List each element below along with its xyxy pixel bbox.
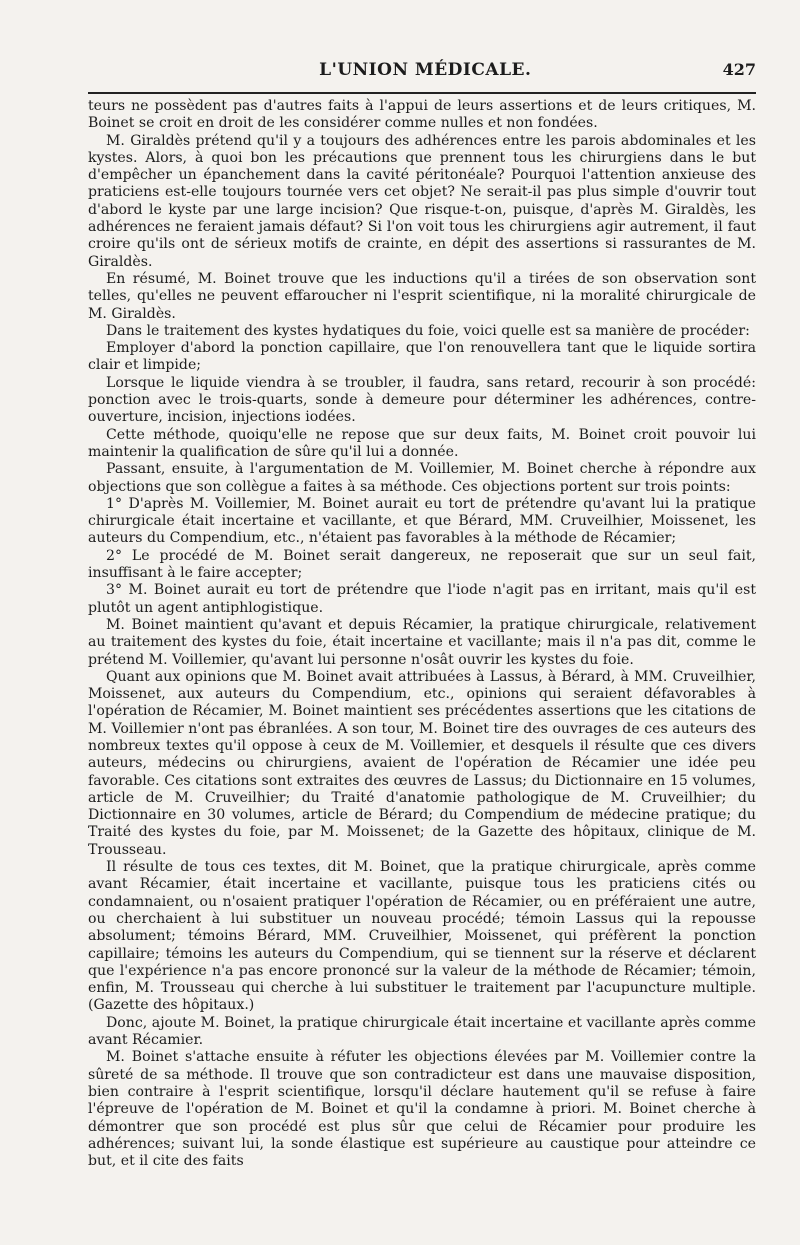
paragraph: M. Boinet s'attache ensuite à réfuter les objections élevées par M. Voillemier contre la sûreté de sa méthode. Il trouve que son contradicteur est dans une mauvaise disposition, bien contraire à l'esprit scientifique, lorsqu'il déclare hautement qu'il se refuse à faire l'épreuve de l'opération de M. Boinet et qu'il la condamne à priori. M. Boinet cherche à démontrer que son procédé est plus sûr que celui de Récamier pour produire les adhérences; suivant lui, la sonde élastique est supérieure au caustique pour atteindre ce but, et il cite des faits — [88, 1049, 756, 1170]
page-number: 427 — [722, 60, 756, 79]
paragraph: Passant, ensuite, à l'argumentation de M. Voillemier, M. Boinet cherche à répondre aux objections que son collègue a faites à sa méthode. Ces objections portent sur trois points: — [88, 461, 756, 495]
paragraph: Quant aux opinions que M. Boinet avait attribuées à Lassus, à Bérard, à MM. Cruveilhier, Moissenet, aux auteurs du Compendium, etc., opinions qui seraient défavorables à l'opération de Récamier, M. Boinet maintient ses précédentes assertions que les citations de M. Voillemier n'ont pas ébranlées. A son tour, M. Boinet tire des ouvrages de ces auteurs des nombreux textes qu'il oppose à ceux de M. Voillemier, et desquels il résulte que ces divers auteurs, médecins ou chirurgiens, avaient de l'opération de Récamier une idée peu favorable. Ces citations sont extraites des œuvres de Lassus; du Dictionnaire en 15 volumes, article de M. Cruveilhier; du Traité d'anatomie pathologique de M. Cruveilhier; du Dictionnaire en 30 volumes, article de Bérard; du Compendium de médecine pratique; du Traité des kystes du foie, par M. Moissenet; de la Gazette des hôpitaux, clinique de M. Trousseau. — [88, 668, 756, 858]
paragraph: Donc, ajoute M. Boinet, la pratique chirurgicale était incertaine et vacillante après comme avant Récamier. — [88, 1014, 756, 1049]
paragraph: M. Boinet maintient qu'avant et depuis Récamier, la pratique chirurgicale, relativement au traitement des kystes du foie, était incertaine et vacillante; mais il n'a pas dit, comme le prétend M. Voillemier, qu'avant lui personne n'osât ouvrir les kystes du foie. — [88, 616, 756, 668]
objection-item: 1° D'après M. Voillemier, M. Boinet aurait eu tort de prétendre qu'avant lui la pratique chirurgicale était incertaine et vacillante, et que Bérard, MM. Cruveilhier, Moissenet, les auteurs du Compendium, etc., n'étaient pas favorables à la méthode de Récamier; — [88, 495, 756, 547]
paragraph: Lorsque le liquide viendra à se troubler, il faudra, sans retard, recourir à son procédé: ponction avec le trois-quarts, sonde à demeure pour déterminer les adhérences, contre-ouverture, incision, injections iodées. — [88, 374, 756, 426]
objection-item: 2° Le procédé de M. Boinet serait dangereux, ne reposerait que sur un seul fait, insuffisant à le faire accepter; — [88, 547, 756, 582]
paragraph: En résumé, M. Boinet trouve que les inductions qu'il a tirées de son observation sont telles, qu'elles ne peuvent effaroucher ni l'esprit scientifique, ni la moralité chirurgicale de M. Giraldès. — [88, 270, 756, 322]
paragraph: Dans le traitement des kystes hydatiques du foie, voici quelle est sa manière de procéder: — [106, 322, 750, 339]
header-rule — [88, 92, 756, 94]
running-header — [88, 60, 756, 86]
objection-item: 3° M. Boinet aurait eu tort de prétendre que l'iode n'agit pas en irritant, mais qu'il est plutôt un agent antiphlogistique. — [88, 582, 756, 616]
paragraph: Il résulte de tous ces textes, dit M. Boinet, que la pratique chirurgicale, après comme avant Récamier, était incertaine et vacillante, puisque tous les praticiens cités ou condamnaient, ou n'osaient pratiquer l'opération de Récamier, ou en préféraient une autre, ou cherchaient à lui substituer un nouveau procédé; témoin Lassus qui la repousse absolument; témoins Bérard, MM. Cruveilhier, Moissenet, qui préfèrent la ponction capillaire; témoins les auteurs du Compendium, qui se tiennent sur la réserve et déclarent que l'expérience n'a pas encore prononcé sur la valeur de la méthode de Récamier; témoin, enfin, M. Trousseau qui cherche à lui substituer le traitement par l'acupuncture multiple. (Gazette des hôpitaux.) — [88, 859, 756, 1014]
paragraph: M. Giraldès prétend qu'il y a toujours des adhérences entre les parois abdominales et les kystes. Alors, à quoi bon les précautions que prennent tous les chirurgiens dans le but d'empêcher un épanchement dans la cavité péritonéale? Pourquoi l'attention anxieuse des praticiens est-elle toujours tournée vers cet objet? Ne serait-il pas plus simple d'ouvrir tout d'abord le kyste par une large incision? Que risque-t-on, puisque, d'après M. Giraldès, les adhérences ne feraient jamais défaut? Si l'on voit tous les chirurgiens agir autrement, il faut croire qu'ils ont de sérieux motifs de crainte, en dépit des assertions si rassurantes de M. Giraldès. — [88, 132, 756, 270]
paragraph: teurs ne possèdent pas d'autres faits à l'appui de leurs assertions et de leurs critiques, M. Boinet se croit en droit de les considérer comme nulles et non fondées. — [88, 98, 756, 132]
article-body — [88, 98, 756, 1170]
journal-title: L'UNION MÉDICALE. — [319, 60, 532, 80]
paragraph: Employer d'abord la ponction capillaire, que l'on renouvellera tant que le liquide sortira clair et limpide; — [88, 340, 756, 374]
paragraph: Cette méthode, quoiqu'elle ne repose que sur deux faits, M. Boinet croit pouvoir lui maintenir la qualification de sûre qu'il lui a donnée. — [88, 426, 756, 460]
